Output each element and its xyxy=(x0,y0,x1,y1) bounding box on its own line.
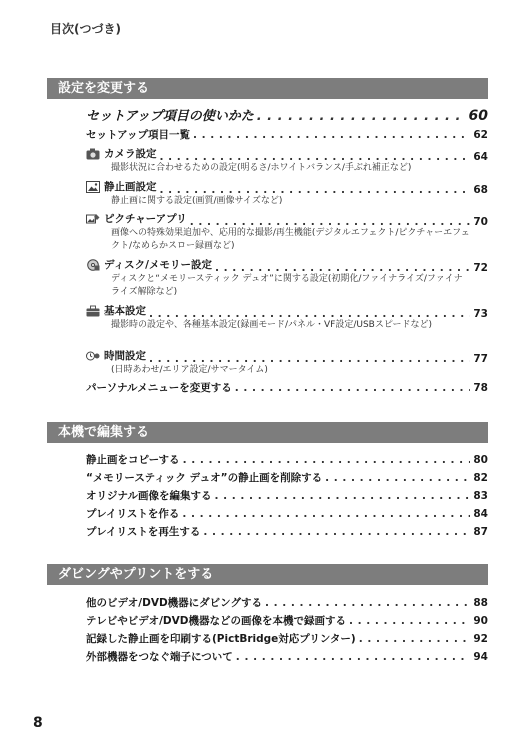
running-title: 目次(つづき) xyxy=(50,22,121,36)
toc-entry-play-playlist[interactable] xyxy=(86,525,488,539)
toc-entry-copy-still-images[interactable] xyxy=(86,453,488,467)
leader-dots xyxy=(203,525,470,539)
toc-entry-page: 83 xyxy=(473,490,488,502)
toc-entry-description: 撮影時の設定や、各種基本設定(録画モード/パネル・VF設定/USBスピードなど) xyxy=(111,320,432,330)
toc-entry-page: 70 xyxy=(473,216,488,228)
toc-entry-page: 72 xyxy=(473,262,488,274)
leader-dots xyxy=(359,632,471,646)
toc-entry-label: テレビやビデオ/DVD機器などの画像を本機で録画する xyxy=(86,615,346,627)
toc-entry-create-playlist[interactable] xyxy=(86,507,488,521)
toc-entry-page: 82 xyxy=(473,472,488,484)
camera-icon xyxy=(86,148,100,160)
toc-entry-page: 64 xyxy=(473,151,488,163)
toc-entry-description: (日時あわせ/エリア設定/サマータイム) xyxy=(111,365,268,375)
toc-entry-label: 他のビデオ/DVD機器にダビングする xyxy=(86,597,262,609)
toc-entry-setup-usage[interactable] xyxy=(86,107,488,126)
section-heading-settings: 設定を変更する xyxy=(47,78,488,99)
toc-entry-label: 基本設定 xyxy=(104,305,146,317)
toc-entry-personal-menu[interactable] xyxy=(86,381,488,395)
toc-entry-page: 62 xyxy=(473,129,488,141)
leader-dots xyxy=(214,489,470,503)
toc-entry-label: セットアップ項目一覧 xyxy=(86,129,190,141)
toc-entry-description: 撮影状況に合わせるための設定(明るさ/ホワイトバランス/手ぶれ補正など) xyxy=(111,163,412,173)
leader-dots xyxy=(183,453,471,467)
toc-entry-label: 時間設定 xyxy=(104,350,146,362)
leader-dots xyxy=(235,381,471,395)
toc-entry-delete-memory-stick-images[interactable] xyxy=(86,471,488,485)
toc-entry-print-still-images[interactable] xyxy=(86,632,488,646)
toc-entry-external-jacks[interactable] xyxy=(86,650,488,664)
leader-dots xyxy=(325,471,470,485)
toc-entry-label: パーソナルメニューを変更する xyxy=(86,382,232,394)
toc-entry-description: ディスクと“メモリースティック デュオ”に関する設定(初期化/ファイナライズ/ファイナライズ解除など) xyxy=(111,274,463,297)
leader-dots xyxy=(349,614,470,628)
toc-entry-page: 88 xyxy=(473,597,488,609)
toc-entry-description: 画像への特殊効果追加や、応用的な撮影/再生機能(デジタルエフェクト/ピクチャーエフェクト/なめらかスロー録画など) xyxy=(111,228,470,251)
clock-icon xyxy=(86,350,100,362)
toc-entry-dub-to-devices[interactable] xyxy=(86,596,488,610)
leader-dots xyxy=(257,108,466,126)
toc-entry-page: 84 xyxy=(473,508,488,520)
toc-entry-label: オリジナル画像を編集する xyxy=(86,490,212,502)
toc-entry-label: ディスク/メモリー設定 xyxy=(104,259,212,271)
still-image-icon xyxy=(86,181,100,193)
leader-dots xyxy=(265,596,470,610)
toc-entry-edit-original-images[interactable] xyxy=(86,489,488,503)
toc-entry-page: 77 xyxy=(473,353,488,365)
toc-entry-label: 静止画設定 xyxy=(104,181,157,193)
toc-entry-setup-list[interactable] xyxy=(86,128,488,142)
toc-entry-page: 90 xyxy=(473,615,488,627)
toc-entry-page: 78 xyxy=(473,382,488,394)
toc-entry-page: 92 xyxy=(473,633,488,645)
leader-dots xyxy=(193,128,470,142)
toc-entry-label: 外部機器をつなぐ端子について xyxy=(86,651,233,663)
toc-entry-description: 静止画に関する設定(画質/画像サイズなど) xyxy=(111,196,283,206)
picture-app-icon xyxy=(86,213,100,225)
toc-entry-label: プレイリストを再生する xyxy=(86,526,201,538)
toc-entry-label: セットアップ項目の使いかた xyxy=(86,109,254,124)
toc-entry-record-from-tv[interactable] xyxy=(86,614,488,628)
section-heading-editing: 本機で編集する xyxy=(47,422,488,443)
toc-entry-label: 記録した静止画を印刷する(PictBridge対応プリンター) xyxy=(86,633,356,645)
leader-dots xyxy=(182,507,470,521)
toc-entry-page: 87 xyxy=(473,526,488,538)
toc-entry-label: 静止画をコピーする xyxy=(86,454,180,466)
toolbox-icon xyxy=(86,305,100,317)
section-heading-dubbing-printing: ダビングやプリントをする xyxy=(47,564,488,585)
toc-entry-page: 73 xyxy=(473,308,488,320)
toc-entry-label: カメラ設定 xyxy=(104,148,157,160)
disc-memory-icon xyxy=(86,259,100,271)
toc-entry-page: 80 xyxy=(473,454,488,466)
toc-entry-page: 60 xyxy=(468,108,488,124)
toc-entry-page: 68 xyxy=(473,184,488,196)
toc-entry-label: プレイリストを作る xyxy=(86,508,180,520)
toc-entry-label: “メモリースティック デュオ”の静止画を削除する xyxy=(86,472,323,484)
leader-dots xyxy=(236,650,471,664)
page-number: 8 xyxy=(33,715,43,731)
toc-entry-label: ピクチャーアプリ xyxy=(104,213,187,225)
toc-entry-page: 94 xyxy=(473,651,488,663)
